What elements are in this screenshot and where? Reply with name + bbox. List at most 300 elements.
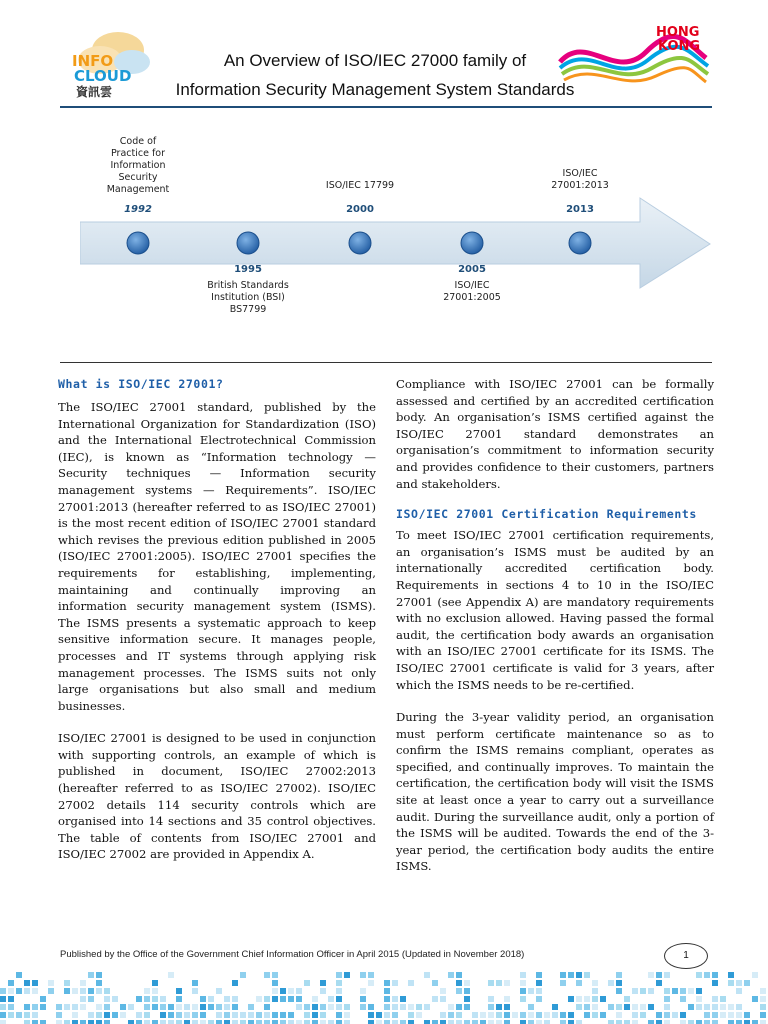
pixel-square bbox=[456, 972, 462, 978]
pixel-square bbox=[168, 972, 174, 978]
pixel-square bbox=[176, 988, 182, 994]
pixel-square bbox=[648, 988, 654, 994]
pixel-square bbox=[496, 980, 502, 986]
pixel-square bbox=[496, 1004, 502, 1010]
pixel-square bbox=[720, 1004, 726, 1010]
pixel-square bbox=[728, 1004, 734, 1010]
pixel-square bbox=[448, 1004, 454, 1010]
pixel-square bbox=[648, 972, 654, 978]
pixel-square bbox=[312, 996, 318, 1002]
pixel-square bbox=[712, 1004, 718, 1010]
pixel-square bbox=[568, 972, 574, 978]
pixel-square bbox=[216, 1004, 222, 1010]
pixel-square bbox=[160, 1012, 166, 1018]
pixel-square bbox=[536, 980, 542, 986]
pixel-square bbox=[144, 1012, 150, 1018]
pixel-square bbox=[696, 1004, 702, 1010]
pixel-square bbox=[432, 980, 438, 986]
pixel-square bbox=[112, 996, 118, 1002]
pixel-square bbox=[304, 1004, 310, 1010]
pixel-square bbox=[368, 1012, 374, 1018]
left-column bbox=[58, 376, 376, 879]
certification-paragraph-2: During the 3-year validity period, an organisation must perform certificate maintenance so as to confirm the ISMS remains compliant, operates as specified, and continually improves. To maintain the certification, the certification body will visit the ISMS site at least once a year to carry out a surveillance audit. During the surveillance audit, only a portion of the ISMS will be audited. Towards the end of the 3-year period, the certification body audits the entire ISMS. bbox=[396, 710, 714, 874]
pixel-square bbox=[616, 980, 622, 986]
pixel-square bbox=[456, 1012, 462, 1018]
pixel-square bbox=[520, 1020, 526, 1024]
pixel-square bbox=[336, 980, 342, 986]
pixel-square bbox=[584, 972, 590, 978]
pixel-square bbox=[528, 988, 534, 994]
pixel-square bbox=[328, 1004, 334, 1010]
pixel-square bbox=[640, 1012, 646, 1018]
pixel-square bbox=[32, 980, 38, 986]
section-divider bbox=[60, 362, 712, 363]
pixel-square bbox=[104, 1012, 110, 1018]
pixel-square bbox=[456, 980, 462, 986]
pixel-square bbox=[240, 1020, 246, 1024]
pixel-square bbox=[192, 988, 198, 994]
pixel-square bbox=[264, 996, 270, 1002]
pixel-square bbox=[576, 1020, 582, 1024]
pixel-square bbox=[328, 1020, 334, 1024]
pixel-square bbox=[384, 988, 390, 994]
pixel-square bbox=[256, 1012, 262, 1018]
pixel-square bbox=[424, 972, 430, 978]
pixel-square bbox=[96, 1012, 102, 1018]
pixel-square bbox=[640, 988, 646, 994]
pixel-square bbox=[728, 980, 734, 986]
pixel-square bbox=[248, 1020, 254, 1024]
title-line-2: Information Security Management System Standards bbox=[175, 80, 575, 99]
timeline-label-2000: ISO/IEC 17799 bbox=[325, 180, 395, 191]
pixel-square bbox=[392, 980, 398, 986]
pixel-square bbox=[616, 1020, 622, 1024]
pixel-square bbox=[176, 996, 182, 1002]
pixel-square bbox=[160, 996, 166, 1002]
pixel-square bbox=[576, 972, 582, 978]
pixel-square bbox=[488, 996, 494, 1002]
pixel-square bbox=[488, 1012, 494, 1018]
pixel-square bbox=[272, 980, 278, 986]
pixel-square bbox=[120, 1012, 126, 1018]
pixel-square bbox=[296, 1020, 302, 1024]
pixel-square bbox=[336, 988, 342, 994]
pixel-square bbox=[576, 996, 582, 1002]
timeline-diagram bbox=[80, 130, 720, 330]
timeline-year-1995: 1995 bbox=[234, 264, 262, 275]
pixel-square bbox=[0, 996, 6, 1002]
pixel-square bbox=[736, 988, 742, 994]
pixel-square bbox=[176, 1004, 182, 1010]
pixel-square bbox=[712, 980, 718, 986]
pixel-square bbox=[736, 1012, 742, 1018]
pixel-square bbox=[424, 1020, 430, 1024]
compliance-paragraph: Compliance with ISO/IEC 27001 can be formally assessed and certified by an accredited certification body. An organisation’s ISMS certified against the ISO/IEC 27001 standard demonstrates an organisation’s commitment to information security and provides confidence to their customers, partners and stakeholders. bbox=[396, 377, 714, 491]
pixel-square bbox=[320, 1012, 326, 1018]
pixel-square bbox=[336, 972, 342, 978]
pixel-square bbox=[408, 980, 414, 986]
pixel-square bbox=[224, 996, 230, 1002]
pixel-square bbox=[488, 1020, 494, 1024]
pixel-square bbox=[592, 1004, 598, 1010]
pixel-square bbox=[456, 988, 462, 994]
pixel-square bbox=[744, 1020, 750, 1024]
pixel-square bbox=[528, 1004, 534, 1010]
svg-text:KONG: KONG bbox=[658, 39, 701, 54]
pixel-square bbox=[616, 988, 622, 994]
pixel-square bbox=[232, 980, 238, 986]
pixel-square bbox=[0, 1012, 6, 1018]
svg-text:INFO: INFO bbox=[72, 52, 114, 70]
pixel-square bbox=[184, 1012, 190, 1018]
pixel-square bbox=[640, 1004, 646, 1010]
pixel-square bbox=[520, 972, 526, 978]
pixel-square bbox=[672, 988, 678, 994]
pixel-square bbox=[384, 996, 390, 1002]
pixel-square bbox=[704, 1012, 710, 1018]
pixel-square bbox=[152, 1004, 158, 1010]
pixel-square bbox=[584, 996, 590, 1002]
pixel-square bbox=[592, 988, 598, 994]
pixel-square bbox=[696, 996, 702, 1002]
pixel-square bbox=[664, 1012, 670, 1018]
pixel-square bbox=[88, 1012, 94, 1018]
pixel-square bbox=[464, 988, 470, 994]
pixel-square bbox=[96, 1020, 102, 1024]
pixel-square bbox=[40, 1020, 46, 1024]
pixel-square bbox=[464, 1004, 470, 1010]
timeline-year-2000: 2000 bbox=[346, 204, 374, 215]
pixel-square bbox=[376, 1020, 382, 1024]
pixel-square bbox=[448, 1012, 454, 1018]
pixel-square bbox=[608, 980, 614, 986]
timeline-label-2013: ISO/IEC 27001:2013 bbox=[551, 168, 609, 191]
pixel-square bbox=[400, 996, 406, 1002]
pixel-square bbox=[632, 1020, 638, 1024]
pixel-square bbox=[120, 1004, 126, 1010]
pixel-square bbox=[32, 1004, 38, 1010]
pixel-square bbox=[96, 972, 102, 978]
pixel-square bbox=[24, 1012, 30, 1018]
pixel-square bbox=[320, 1004, 326, 1010]
pixel-square bbox=[96, 980, 102, 986]
pixel-square bbox=[688, 988, 694, 994]
pixel-square bbox=[592, 980, 598, 986]
pixel-square bbox=[448, 972, 454, 978]
pixel-square bbox=[736, 1020, 742, 1024]
timeline-year-1992: 1992 bbox=[124, 204, 152, 215]
pixel-square bbox=[160, 1004, 166, 1010]
pixel-square bbox=[392, 996, 398, 1002]
pixel-square bbox=[360, 972, 366, 978]
pixel-square bbox=[728, 1012, 734, 1018]
pixel-square bbox=[168, 1020, 174, 1024]
pixel-square bbox=[64, 1020, 70, 1024]
pixel-square bbox=[144, 996, 150, 1002]
decorative-pixel-band bbox=[0, 972, 768, 1024]
pixel-square bbox=[232, 1012, 238, 1018]
pixel-square bbox=[560, 1012, 566, 1018]
pixel-square bbox=[232, 996, 238, 1002]
pixel-square bbox=[648, 1020, 654, 1024]
pixel-square bbox=[64, 980, 70, 986]
pixel-square bbox=[304, 1020, 310, 1024]
pixel-square bbox=[576, 1004, 582, 1010]
pixel-square bbox=[344, 972, 350, 978]
pixel-square bbox=[192, 1012, 198, 1018]
pixel-square bbox=[392, 1012, 398, 1018]
pixel-square bbox=[88, 972, 94, 978]
pixel-square bbox=[624, 1004, 630, 1010]
pixel-square bbox=[760, 1020, 766, 1024]
pixel-square bbox=[560, 1020, 566, 1024]
pixel-square bbox=[712, 996, 718, 1002]
pixel-square bbox=[456, 1020, 462, 1024]
pixel-square bbox=[528, 1012, 534, 1018]
pixel-square bbox=[736, 1004, 742, 1010]
pixel-square bbox=[608, 1020, 614, 1024]
pixel-square bbox=[72, 1004, 78, 1010]
pixel-square bbox=[632, 1012, 638, 1018]
pixel-square bbox=[368, 1020, 374, 1024]
pixel-square bbox=[344, 1020, 350, 1024]
pixel-square bbox=[312, 1012, 318, 1018]
pixel-square bbox=[32, 1012, 38, 1018]
page-number: 1 bbox=[664, 943, 708, 969]
pixel-square bbox=[616, 1004, 622, 1010]
right-column bbox=[396, 376, 714, 891]
pixel-square bbox=[696, 988, 702, 994]
pixel-square bbox=[416, 1012, 422, 1018]
pixel-square bbox=[592, 996, 598, 1002]
pixel-square bbox=[520, 988, 526, 994]
pixel-square bbox=[32, 988, 38, 994]
pixel-square bbox=[56, 1020, 62, 1024]
timeline-dot-2005 bbox=[461, 232, 483, 254]
pixel-square bbox=[704, 1004, 710, 1010]
pixel-square bbox=[80, 980, 86, 986]
certification-heading: ISO/IEC 27001 Certification Requirements bbox=[396, 507, 697, 522]
pixel-square bbox=[192, 1020, 198, 1024]
pixel-square bbox=[536, 988, 542, 994]
pixel-square bbox=[240, 972, 246, 978]
pixel-square bbox=[664, 1020, 670, 1024]
timeline-label-1992: Code of Practice for Information Security Management bbox=[106, 136, 170, 195]
pixel-square bbox=[656, 980, 662, 986]
pixel-square bbox=[48, 988, 54, 994]
pixel-square bbox=[496, 1012, 502, 1018]
pixel-square bbox=[712, 1012, 718, 1018]
pixel-square bbox=[504, 1012, 510, 1018]
pixel-square bbox=[480, 1012, 486, 1018]
pixel-square bbox=[536, 1012, 542, 1018]
pixel-square bbox=[272, 972, 278, 978]
pixel-square bbox=[440, 996, 446, 1002]
pixel-square bbox=[656, 972, 662, 978]
timeline-year-2013: 2013 bbox=[566, 204, 594, 215]
pixel-square bbox=[600, 1012, 606, 1018]
pixel-square bbox=[200, 1012, 206, 1018]
footer-published-note: Published by the Office of the Government Chief Information Officer in April 2015 (Updated in November 2018) bbox=[60, 949, 525, 960]
pixel-square bbox=[760, 988, 766, 994]
pixel-square bbox=[536, 1020, 542, 1024]
pixel-square bbox=[720, 996, 726, 1002]
pixel-square bbox=[144, 1004, 150, 1010]
pixel-square bbox=[144, 1020, 150, 1024]
pixel-square bbox=[384, 980, 390, 986]
pixel-square bbox=[280, 1012, 286, 1018]
pixel-square bbox=[216, 988, 222, 994]
pixel-square bbox=[664, 996, 670, 1002]
pixel-square bbox=[632, 988, 638, 994]
pixel-square bbox=[264, 1012, 270, 1018]
pixel-square bbox=[704, 972, 710, 978]
pixel-square bbox=[232, 1020, 238, 1024]
pixel-square bbox=[280, 996, 286, 1002]
pixel-square bbox=[480, 1020, 486, 1024]
pixel-square bbox=[168, 1004, 174, 1010]
pixel-square bbox=[680, 996, 686, 1002]
pixel-square bbox=[408, 1012, 414, 1018]
pixel-square bbox=[424, 1004, 430, 1010]
pixel-square bbox=[104, 1020, 110, 1024]
pixel-square bbox=[432, 996, 438, 1002]
pixel-square bbox=[496, 1020, 502, 1024]
pixel-square bbox=[136, 1020, 142, 1024]
title-divider bbox=[60, 106, 712, 108]
pixel-square bbox=[208, 1020, 214, 1024]
pixel-square bbox=[72, 1012, 78, 1018]
pixel-square bbox=[584, 1012, 590, 1018]
pixel-square bbox=[280, 988, 286, 994]
pixel-square bbox=[88, 988, 94, 994]
pixel-square bbox=[760, 1004, 766, 1010]
pixel-square bbox=[104, 988, 110, 994]
pixel-square bbox=[336, 1012, 342, 1018]
pixel-square bbox=[688, 1020, 694, 1024]
pixel-square bbox=[608, 1004, 614, 1010]
pixel-square bbox=[712, 972, 718, 978]
pixel-square bbox=[8, 1004, 14, 1010]
pixel-square bbox=[504, 1004, 510, 1010]
pixel-square bbox=[264, 1004, 270, 1010]
pixel-square bbox=[288, 1020, 294, 1024]
pixel-square bbox=[16, 972, 22, 978]
pixel-square bbox=[488, 980, 494, 986]
pixel-square bbox=[728, 972, 734, 978]
pixel-square bbox=[400, 1004, 406, 1010]
pixel-square bbox=[632, 1004, 638, 1010]
pixel-square bbox=[392, 1020, 398, 1024]
pixel-square bbox=[560, 972, 566, 978]
pixel-square bbox=[696, 1020, 702, 1024]
pixel-square bbox=[312, 1020, 318, 1024]
pixel-square bbox=[304, 980, 310, 986]
pixel-square bbox=[664, 988, 670, 994]
pixel-square bbox=[256, 1020, 262, 1024]
pixel-square bbox=[312, 1004, 318, 1010]
pixel-square bbox=[56, 1012, 62, 1018]
pixel-square bbox=[224, 1004, 230, 1010]
pixel-square bbox=[16, 988, 22, 994]
pixel-square bbox=[368, 980, 374, 986]
pixel-square bbox=[696, 972, 702, 978]
pixel-square bbox=[272, 996, 278, 1002]
pixel-square bbox=[88, 996, 94, 1002]
pixel-square bbox=[80, 996, 86, 1002]
pixel-square bbox=[160, 1020, 166, 1024]
pixel-square bbox=[336, 1004, 342, 1010]
pixel-square bbox=[744, 980, 750, 986]
pixel-square bbox=[344, 1012, 350, 1018]
pixel-square bbox=[8, 988, 14, 994]
pixel-square bbox=[472, 1020, 478, 1024]
pixel-square bbox=[360, 1004, 366, 1010]
pixel-square bbox=[616, 1012, 622, 1018]
pixel-square bbox=[624, 1020, 630, 1024]
pixel-square bbox=[752, 1020, 758, 1024]
what-is-paragraph-2: ISO/IEC 27001 is designed to be used in conjunction with supporting controls, an example of which is published in document, ISO/IEC 27002:2013 (hereafter referred to as ISO/IEC 27002). ISO/IEC 27002 details 114 security controls which are organised into 14 sections and 35 control objectives. The table of contents from ISO/IEC 27001 and ISO/IEC 27002 are provided in Appendix A. bbox=[58, 731, 376, 862]
pixel-square bbox=[152, 988, 158, 994]
pixel-square bbox=[272, 1020, 278, 1024]
pixel-square bbox=[152, 996, 158, 1002]
pixel-square bbox=[440, 1020, 446, 1024]
pixel-square bbox=[408, 1020, 414, 1024]
pixel-square bbox=[568, 1020, 574, 1024]
svg-text:資訊雲: 資訊雲 bbox=[76, 85, 113, 98]
pixel-square bbox=[328, 996, 334, 1002]
pixel-square bbox=[584, 1004, 590, 1010]
timeline-dot-1992 bbox=[127, 232, 149, 254]
pixel-square bbox=[272, 988, 278, 994]
pixel-square bbox=[8, 1012, 14, 1018]
pixel-square bbox=[8, 980, 14, 986]
pixel-square bbox=[24, 1020, 30, 1024]
svg-text:CLOUD: CLOUD bbox=[74, 67, 132, 85]
pixel-square bbox=[560, 980, 566, 986]
pixel-square bbox=[616, 972, 622, 978]
pixel-square bbox=[384, 1004, 390, 1010]
pixel-square bbox=[40, 1004, 46, 1010]
pixel-square bbox=[144, 988, 150, 994]
pixel-square bbox=[368, 1004, 374, 1010]
pixel-square bbox=[216, 1020, 222, 1024]
timeline-label-1995: British Standards Institution (BSI) BS7799 bbox=[207, 280, 289, 315]
pixel-square bbox=[464, 1020, 470, 1024]
pixel-square bbox=[16, 1012, 22, 1018]
timeline-dot-1995 bbox=[237, 232, 259, 254]
pixel-square bbox=[24, 980, 30, 986]
pixel-square bbox=[520, 980, 526, 986]
pixel-square bbox=[504, 980, 510, 986]
pixel-square bbox=[592, 1012, 598, 1018]
pixel-square bbox=[384, 1012, 390, 1018]
pixel-square bbox=[240, 1012, 246, 1018]
pixel-square bbox=[680, 988, 686, 994]
pixel-square bbox=[752, 972, 758, 978]
pixel-square bbox=[688, 1004, 694, 1010]
pixel-square bbox=[64, 1004, 70, 1010]
pixel-square bbox=[200, 996, 206, 1002]
pixel-square bbox=[216, 1012, 222, 1018]
pixel-square bbox=[504, 1020, 510, 1024]
pixel-square bbox=[520, 1012, 526, 1018]
certification-paragraph-1: To meet ISO/IEC 27001 certification requirements, an organisation’s ISMS must be audited by an internationally accredited certification body. Requirements in sections 4 to 10 in the ISO/IEC 27001 (see Appendix A) are mandatory requirements with no exclusion allowed. Having passed the formal audit, the certification body awards an organisation with an ISO/IEC 27001 certificate for its ISMS. The ISO/IEC 27001 certificate is valid for 3 years, after which the ISMS needs to be re-certified. bbox=[396, 528, 714, 692]
pixel-square bbox=[0, 988, 6, 994]
pixel-square bbox=[176, 1012, 182, 1018]
pixel-square bbox=[304, 1012, 310, 1018]
pixel-square bbox=[648, 1004, 654, 1010]
